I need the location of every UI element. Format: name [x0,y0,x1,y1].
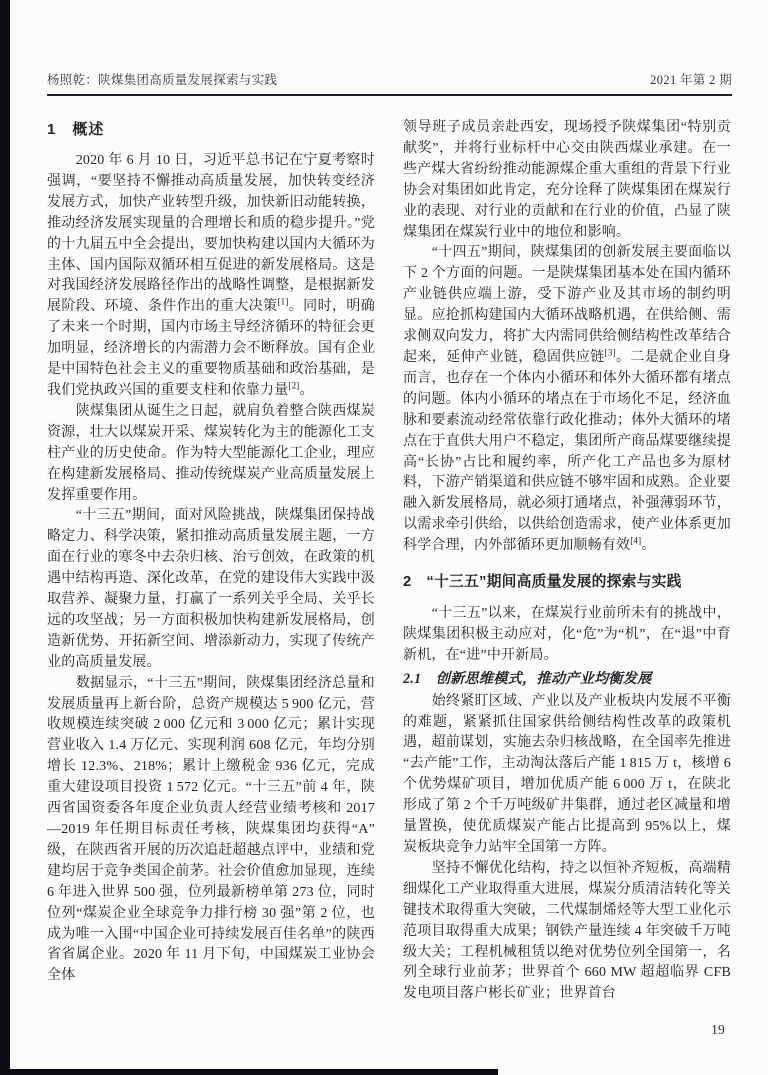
page-number: 19 [711,1022,725,1038]
citation-ref: [1] [277,296,289,307]
subsection-heading: 2.1 创新思维模式，推动产业均衡发展 [403,670,652,687]
body-paragraph: 坚持不懈优化结构，持之以恒补齐短板，高端精细煤化工产业取得重大进展，煤炭分质清洁转化等关键技术取得重大突破，二代煤制烯烃等大型工业化示范项目取得重大成果；钢铁产量连续 4 年突破千万吨级大关；工程机械租赁以绝对优势位列全国第一，名列全球行业前茅；世界首个 660 MW 超超临界 CFB 发电项目落户彬长矿业；世界首台 [403,860,731,1002]
body-paragraph: “十三五”期间，面对风险挑战，陕煤集团保持战略定力、科学决策，紧扣推动高质量发展主题，一方面在行业的寒冬中去杂归核、治亏创效，在政策的机遇中结构再造、深化改革，在党的建设伟大实践中汲取营养、凝聚力量，打赢了一系列关乎全局、关乎长远的攻坚战；另一方面积极加快构建新发展格局，创造新优势、开拓新空间、增添新动力，实现了传统产业的高质量发展。 [47,508,375,670]
body-paragraph: 领导班子成员亲赴西安，现场授予陕煤集团“特别贡献奖”，并将行业标杆中心交由陕西煤业承建。在一些产煤大省纷纷推动能源煤企重大重组的背景下行业协会对集团如此肯定，充分诠释了陕煤集团在煤炭行业的表现、对行业的贡献和在行业的价值，凸显了陕煤集团在煤炭行业中的地位和影响。 [403,120,731,240]
page-content [10,0,768,1041]
body-paragraph: 陕煤集团从诞生之日起，就肩负着整合陕西煤炭资源，壮大以煤炭开采、煤炭转化为主的能源化工支柱产业的历史使命。作为特大型能源化工企业，理应在构建新发展格局、推动传统煤炭产业高质量发展上发挥重要作用。 [47,403,375,503]
section-heading: 1 概述 [47,121,105,138]
body-paragraph: “十三五”以来，在煤炭行业前所未有的挑战中，陕煤集团积极主动应对，化“危”为“机”，在“退”中育新机，在“进”中开新局。 [403,606,731,663]
column-left [47,118,375,1041]
issue-label: 2021 年第 2 期 [650,73,732,87]
body-paragraph: “十四五”期间，陕煤集团的创新发展主要面临以下 2 个方面的问题。一是陕煤集团基本处在国内循环产业链供应端上游，受下游产业及其市场的制约明显。应抢抓构建国内大循环战略机遇，在供给侧、需求侧双向发力，将扩大内需同供给侧结构性改革结合起来，延伸产业链，稳固供应链[3]。二是就企业自身而言，也存在一个体内小循环和体外大循环都有堵点的问题。体内小循环的堵点在于市场化不足，经济血脉和要素流动经常依靠行政化推动；体外大循环的堵点在于直供大用户不稳定，集团所产商品煤要继续提高“长协”占比和履约率，所产化工产品也多为原材料，下游产销渠道和供应链不够牢固和成熟。企业要融入新发展格局，就必须打通堵点，补强薄弱环节，以需求牵引供给，以供给创造需求，使产业体系更加科学合理，内外部循环更加顺畅有效[4]。 [403,245,731,554]
body-paragraph: 2020 年 6 月 10 日，习近平总书记在宁夏考察时强调，“要坚持不懈推动高质量发展，加快转变经济发展方式，加快产业转型升级，加快新旧动能转换，推动经济发展实现量的合理增长和质的稳步提升。”党的十九届五中全会提出，要加快构建以国内大循环为主体、国内国际双循环相互促进的新发展格局。这是对我国经济发展路径作出的战略性调整，是根据新发展阶段、环境、条件作出的重大决策[1]。同时，明确了未来一个时期，国内市场主导经济循环的特征会更加明显，经济增长的内需潜力会不断释放。国有企业是中国特色社会主义的重要物质基础和政治基础，是我们党执政兴国的重要支柱和依靠力量[2]。 [47,153,376,398]
scan-edge-bottom [0,1069,498,1075]
body-paragraph: 始终紧盯区域、产业以及产业板块内发展不平衡的难题，紧紧抓住国家供给侧结构性改革的政策机遇，超前谋划，实施去杂归核战略，在全国率先推进“去产能”工作，主动淘汰落后产能 1 815 万 t，核增 6 个优势煤矿项目，增加优质产能 6 000 万 t，在陕北形成了第 2 个千万吨级矿井集群，通过老区减量和增量置换，使优质煤炭产能占比提高到 95%以上，煤炭板块竞争力站牢全国第一方阵。 [403,693,731,855]
running-header [47,70,732,88]
citation-ref: [2] [288,380,300,391]
section-heading: 2 “十三五”期间高质量发展的探索与实践 [403,574,682,591]
body-paragraph: 数据显示，“十三五”期间，陕煤集团经济总量和发展质量再上新台阶，总资产规模达 5 900 亿元，营收规模连续突破 2 000 亿元和 3 000 亿元；累计实现营业收入 1.4 万亿元、实现利润 608 亿元，年均分别增长 12.3%、218%；累计上缴税金 936 亿元，完成重大建设项目投资 1 572 亿元。“十三五”前 4 年，陕西省国资委各年度企业负责人经营业绩考核和 2017—2019 年任期目标责任考核，陕煤集团均获得“A”级，在陕西省开展的历次追赶超越点评中，业绩和党建均居于竞争类国企前茅。社会价值愈加显现，连续 6 年进入世界 500 强，位列最新榜单第 273 位，同时位列“煤炭企业全球竞争力排行榜 30 强”第 2 位，也成为唯一入围“中国企业可持续发展百佳名单”的陕西省省属企业。2020 年 11 月下旬，中国煤炭工业协会全体 [47,675,375,984]
citation-ref: [4] [630,535,642,546]
scan-edge-left [0,0,10,1075]
two-column-body [47,118,732,1041]
citation-ref: [3] [604,347,616,358]
column-right [403,118,731,1041]
header-rule [47,94,732,96]
running-title: 杨照乾：陕煤集团高质量发展探索与实践 [47,73,278,87]
